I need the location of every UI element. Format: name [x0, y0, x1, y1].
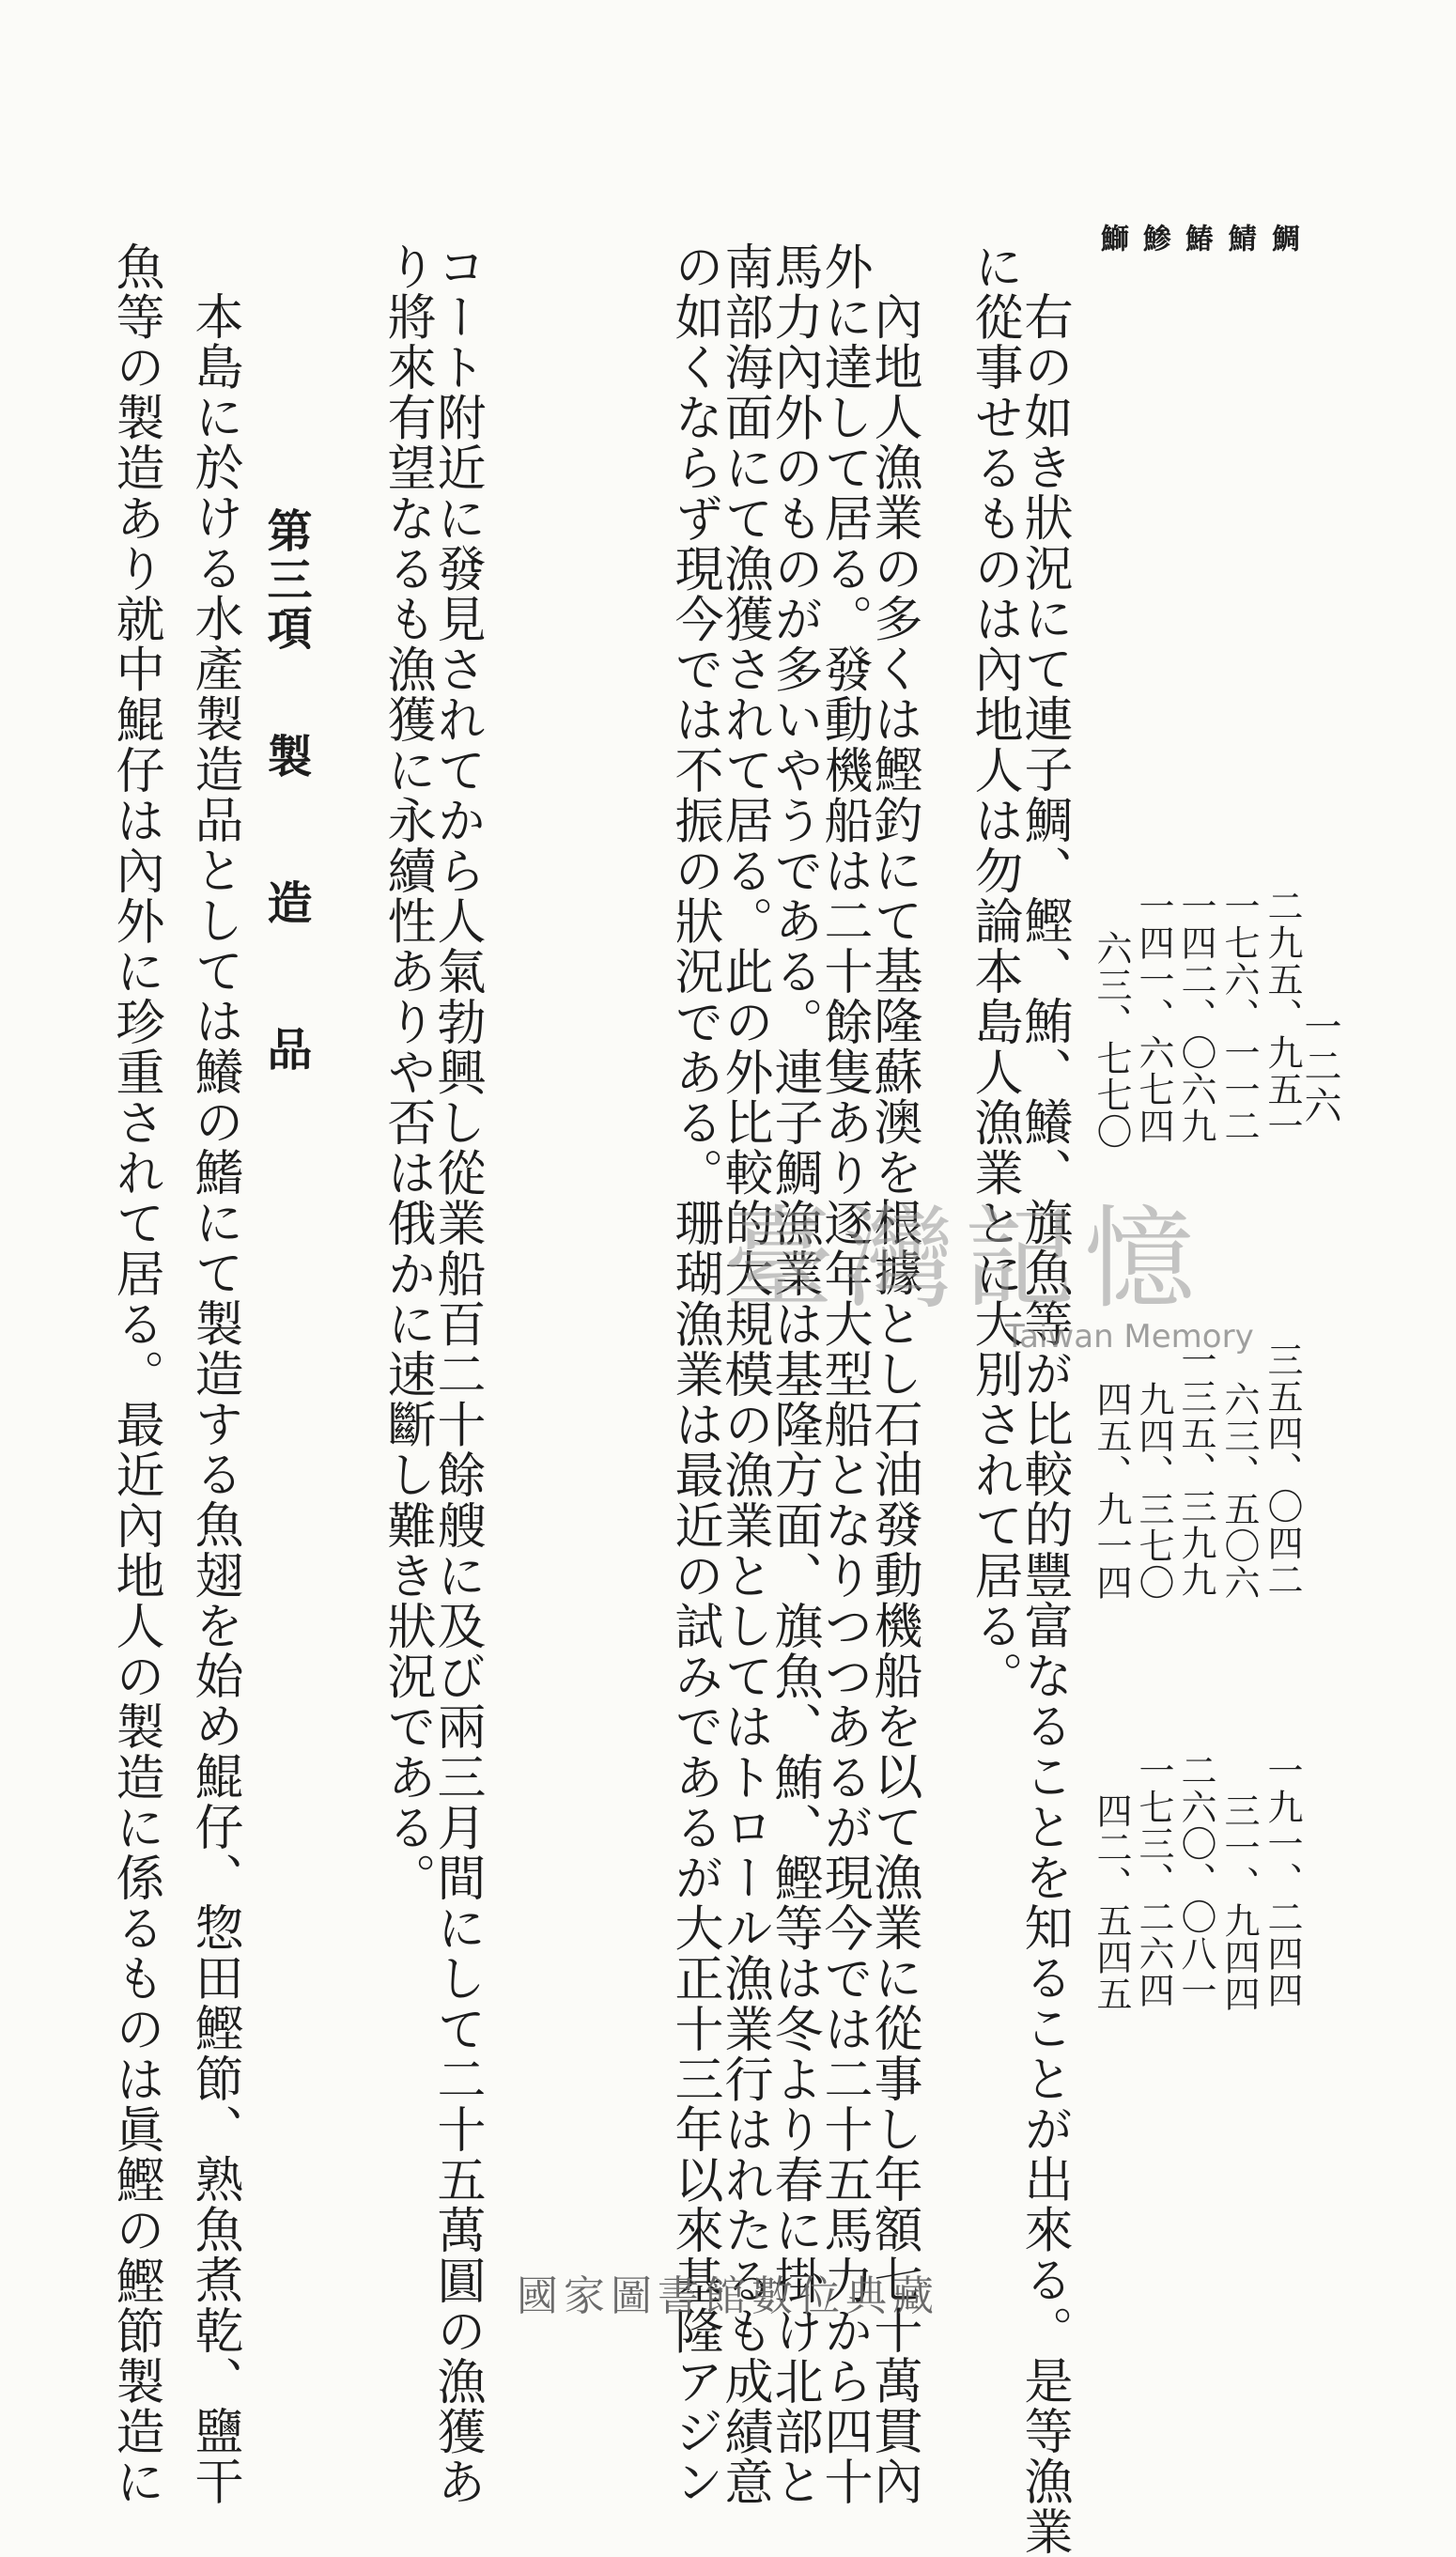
paragraph-2-line: 內地人漁業の多くは鰹釣にて基隆蘇澳を根據とし石油發動機船を以て漁業に從事し年額七十萬貫內 — [865, 291, 922, 2507]
fish-value-a: 一四一、六七四 — [1133, 888, 1174, 1144]
fish-value-b: 一三五、三九九 — [1175, 1341, 1216, 1598]
fish-value-c: 一九一、二四四 — [1262, 1752, 1303, 2008]
paragraph-2-line: コート附近に發見されてから人氣勃興し從業船百二十餘艘に及び兩三月間にして二十五萬圓の漁獲あ — [428, 241, 485, 2507]
fish-value-b: 四五、九一四 — [1091, 1381, 1132, 1601]
fish-value-c: 二六〇、〇八一 — [1175, 1752, 1216, 2008]
paragraph-1-line: 右の如き狀況にて連子鯛、鰹、鮪、鱶、旗魚等が比較的豐富なることを知ることが出來る。是等漁業 — [1015, 291, 1072, 2557]
fish-value-a: 二九五、九五一 — [1262, 888, 1303, 1144]
paragraph-2-line: 馬力內外のものが多いやうである。連子鯛漁業は基隆方面、旗魚、鮪、鰹等は冬より春に掛け北部と — [766, 241, 822, 2507]
footer-credit: 國家圖書館數位典藏 — [517, 2272, 939, 2320]
fish-name-鯵: 鯵 — [1138, 224, 1170, 256]
fish-value-a: 一四二、〇六九 — [1175, 888, 1216, 1144]
fish-value-c: 一七三、二六四 — [1133, 1752, 1174, 2008]
fish-value-c: 四二、五四五 — [1091, 1792, 1132, 2012]
section-heading-number: 第三項 — [259, 507, 312, 654]
section-heading-title: 製 造 品 — [259, 733, 312, 1099]
fish-value-b: 九四、三七〇 — [1133, 1381, 1174, 1601]
watermark-title: 臺灣記憶 — [723, 1194, 1205, 1324]
fish-value-a: 一七六、一一二 — [1218, 888, 1260, 1144]
fish-name-鰆: 鰆 — [1180, 224, 1213, 256]
paragraph-2-line: 外に達して居る。發動機船は二十餘隻あり逐年大型船となりつつあるが現今では二十五馬力から四十 — [815, 241, 872, 2507]
fish-name-鰤: 鰤 — [1095, 224, 1128, 256]
page-number: 一二六 — [1298, 1007, 1341, 1125]
fish-value-b: 六三、五〇六 — [1218, 1381, 1260, 1601]
fish-value-a: 六三、七七〇 — [1091, 930, 1132, 1150]
fish-value-b: 三五四、〇四二 — [1262, 1341, 1303, 1598]
watermark-subtitle: Taiwan Memory — [1005, 1318, 1254, 1356]
watermark-logo — [723, 1170, 1254, 1356]
paragraph-2-line: り將來有望なるも漁獲に永續性ありや否は俄かに速斷し難き狀況である。 — [379, 241, 435, 1903]
fish-name-鯛: 鯛 — [1266, 224, 1299, 256]
paragraph-1-line: に從事せるものは內地人は勿論本島人漁業とに大別されて居る。 — [966, 241, 1022, 1702]
paragraph-3-line: 魚等の製造あり就中鯤仔は內外に珍重されて居る。最近內地人の製造に係るものは眞鰹の鰹節製造に — [107, 241, 163, 2507]
fish-name-鯖: 鯖 — [1223, 224, 1256, 256]
paragraph-3-line: 本島に於ける水產製造品としては鱶の鰭にて製造する魚翅を始め鯤仔、惣田鰹節、熟魚煮乾、鹽干 — [186, 291, 242, 2507]
fish-value-c: 三一、九四四 — [1218, 1792, 1260, 2012]
paragraph-2-line: 南部海面にて漁獲されて居る。此の外比較的大規模の漁業としてはトロール漁業行はれたるも成績意 — [716, 241, 772, 2507]
paragraph-2-line: の如くならず現今では不振の狀況である。珊瑚漁業は最近の試みであるが大正十三年以來基隆アジン — [666, 241, 722, 2507]
